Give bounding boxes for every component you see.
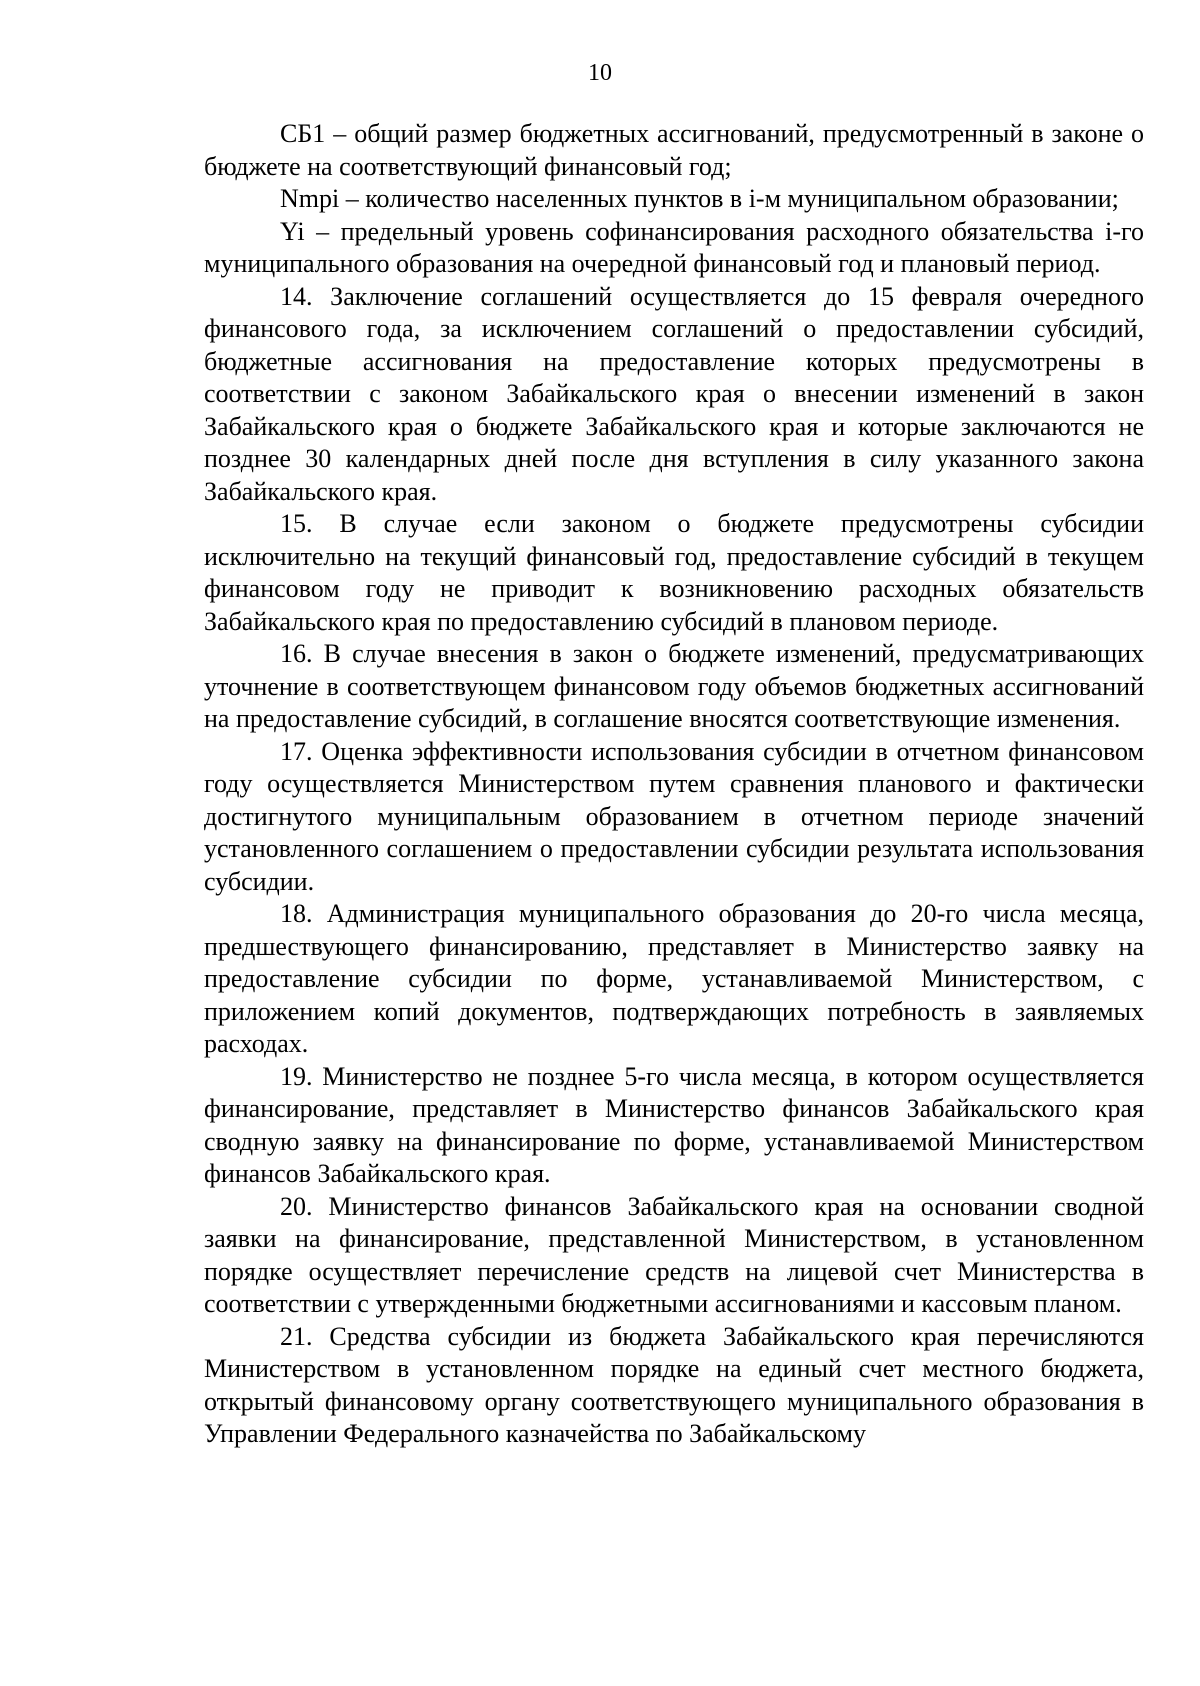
paragraph-yi-definition: Yi – предельный уровень софинансирования расходного обязательства i-го муниципального образования на очередной финансовый год и плановый период. <box>204 216 1144 278</box>
paragraph-item-14: 14. Заключение соглашений осуществляется до 15 февраля очередного финансового года, за исключением соглашений о предоставлении субсидий, бюджетные ассигнования на предоставление которых предусмотрены в соответствии с законом Забайкальского края о внесении изменений в закон Забайкальского края о бюджете Забайкальского края и которые заключаются не позднее 30 календарных дней после дня вступления в силу указанного закона Забайкальского края. <box>204 281 1144 506</box>
paragraph-item-18: 18. Администрация муниципального образования до 20-го числа месяца, предшествующего финансированию, представляет в Министерство заявку на предоставление субсидии по форме, устанавливаемой Министерством, с приложением копий документов, подтверждающих потребность в заявляемых расходах. <box>204 899 1144 1058</box>
paragraph-sb1-definition: СБ1 – общий размер бюджетных ассигнований, предусмотренный в законе о бюджете на соответствующий финансовый год; <box>204 119 1144 181</box>
page-number: 10 <box>588 60 612 86</box>
paragraph-item-19: 19. Министерство не позднее 5-го числа месяца, в котором осуществляется финансирование, представляет в Министерство финансов Забайкальского края сводную заявку на финансирование по форме, устанавливаемой Министерством финансов Забайкальского края. <box>204 1061 1144 1188</box>
paragraph-item-16: 16. В случае внесения в закон о бюджете изменений, предусматривающих уточнение в соответствующем финансовом году объемов бюджетных ассигнований на предоставление субсидий, в соглашение вносятся соответствующие изменения. <box>204 639 1144 733</box>
paragraph-item-21: 21. Средства субсидии из бюджета Забайкальского края перечисляются Министерством в установленном порядке на единый счет местного бюджета, открытый финансовому органу соответствующего муниципального образования в Управлении Федерального казначейства по Забайкальскому <box>204 1321 1144 1448</box>
document-body <box>204 118 1144 1451</box>
paragraph-item-15: 15. В случае если законом о бюджете предусмотрены субсидии исключительно на текущий финансовый год, предоставление субсидий в текущем финансовом году не приводит к возникновению расходных обязательств Забайкальского края по предоставлению субсидий в плановом периоде. <box>204 509 1144 636</box>
paragraph-nmpi-definition: Nmpi – количество населенных пунктов в i-м муниципальном образовании; <box>280 184 1119 213</box>
paragraph-item-17: 17. Оценка эффективности использования субсидии в отчетном финансовом году осуществляется Министерством путем сравнения планового и фактически достигнутого муниципальным образованием в отчетном периоде значений установленного соглашением о предоставлении субсидии результата использования субсидии. <box>204 736 1144 896</box>
paragraph-item-20: 20. Министерство финансов Забайкальского края на основании сводной заявки на финансирование, представленной Министерством, в установленном порядке осуществляет перечисление средств на лицевой счет Министерства в соответствии с утвержденными бюджетными ассигнованиями и кассовым планом. <box>204 1191 1144 1318</box>
